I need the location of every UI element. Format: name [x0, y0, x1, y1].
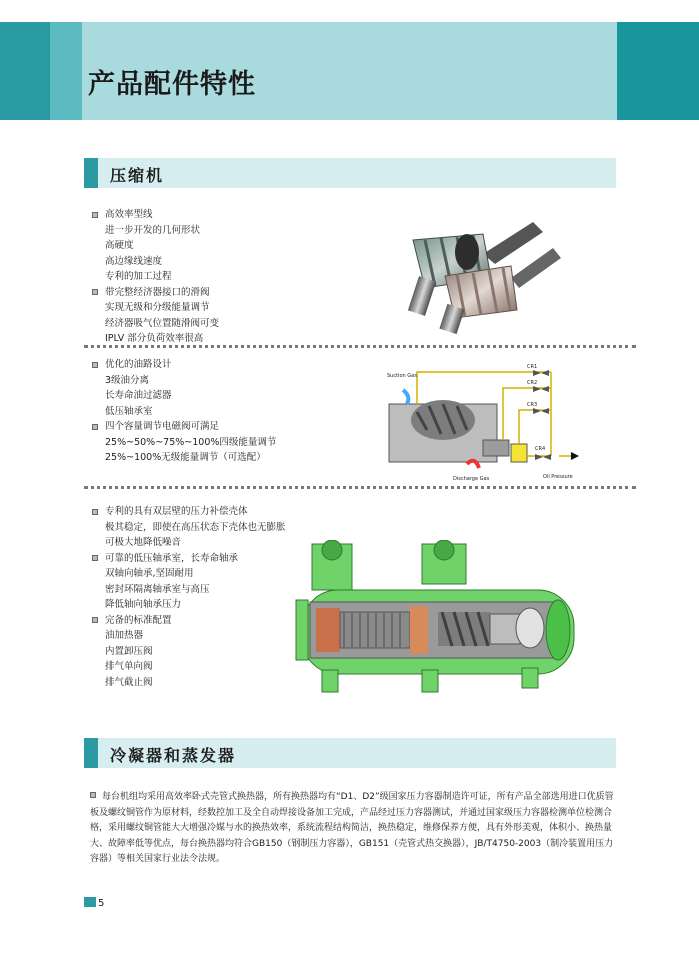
list-item-text: 经济器吸气位置随滑阀可变: [105, 317, 220, 329]
list-item-text: 进一步开发的几何形状: [105, 224, 201, 236]
list-item-text: IPLV 部分负荷效率很高: [105, 333, 204, 344]
list-item: [92, 388, 276, 404]
terminal-box: [322, 540, 342, 560]
section-title-compressor: 压缩机: [110, 166, 165, 185]
list-item: [92, 644, 286, 660]
list-item-text: 带完整经济器接口的滑阀: [105, 286, 210, 298]
list-item: [92, 435, 276, 451]
discharge-arrow: [467, 461, 479, 468]
feature-list-housing: [92, 504, 286, 690]
list-item: [92, 285, 219, 301]
list-item-text: 实现无级和分级能量调节: [105, 302, 210, 313]
list-item: [92, 613, 286, 629]
header-accent-left-light: [50, 22, 82, 120]
list-item: [92, 223, 219, 239]
page-marker: [84, 897, 96, 907]
page-number: [84, 897, 104, 909]
end-cover: [546, 600, 570, 660]
list-item-text: 25%~100%无级能量调节（可选配）: [105, 452, 266, 463]
list-item: [92, 675, 286, 691]
suction-gas-label: Suction Gas: [387, 373, 417, 379]
oil-separator: [516, 608, 544, 648]
header-accent-right: [617, 22, 699, 120]
page-header: [0, 22, 699, 120]
list-item: [92, 269, 219, 285]
section-bar-compressor: [84, 158, 616, 188]
page-title: 产品配件特性: [88, 69, 256, 100]
list-item: [92, 419, 276, 435]
list-item: [92, 316, 219, 332]
condenser-description: [90, 790, 616, 868]
list-item-text: 专利的加工过程: [105, 271, 172, 282]
oil-pressure-arrow: [571, 452, 579, 460]
list-item-text: 高边缘线速度: [105, 255, 163, 267]
list-item-text: 密封环隔离轴承室与高压: [105, 583, 210, 595]
list-item: [92, 238, 219, 254]
list-item: [92, 404, 276, 420]
list-item: [92, 357, 276, 373]
list-item: [92, 373, 276, 389]
list-item-text: 双轴向轴承,坚固耐用: [105, 568, 194, 579]
list-item-text: 长寿命油过滤器: [105, 390, 172, 401]
oil-pressure-label: Oil Pressure: [543, 474, 573, 480]
section-tab: [84, 738, 98, 768]
cylinder-yellow: [511, 444, 527, 462]
oil-circuit-diagram: [383, 360, 583, 482]
list-item: [92, 659, 286, 675]
bullet-square: [92, 555, 98, 561]
compressor-cutaway-image: [292, 540, 582, 698]
list-item-text: 极其稳定，即使在高压状态下壳体也无膨胀: [105, 521, 286, 533]
feature-list-oil: [92, 357, 276, 466]
list-item-text: 优化的油路设计: [105, 359, 172, 370]
list-item-text: 高效率型线: [105, 209, 153, 220]
female-shaft-end: [439, 304, 464, 334]
list-item-text: 高硬度: [105, 240, 134, 251]
suction-arrow: [403, 390, 408, 404]
list-item-text: 降低轴向轴承压力: [105, 599, 182, 610]
list-item: [92, 207, 219, 223]
section-title-condenser: 冷凝器和蒸发器: [110, 746, 237, 765]
cr2-label: CR2: [527, 380, 538, 386]
list-item-text: 25%~50%~75%~100%四级能量调节: [105, 436, 277, 448]
motor-stator-left: [316, 608, 340, 652]
list-item-text: 油加热器: [105, 630, 144, 641]
bullet-square: [92, 362, 98, 368]
bullet-square: [92, 424, 98, 430]
slide-valve-assembly: [490, 614, 520, 644]
cr4-label: CR4: [535, 446, 546, 452]
page-number-text: 5: [98, 898, 105, 909]
list-item-text: 内置卸压阀: [105, 645, 153, 657]
section-bar-condenser: [84, 738, 616, 768]
condenser-paragraph-text: 每台机组均采用高效率卧式壳管式换热器，所有换热器均有“D1、D2”级国家压力容器制造许可证，所有产品全部选用进口优质管板及螺纹铜管作为原材料，经数控加工及全自动焊接设备加工完成，产品经过压力容器测试，并通过国家级压力容器检测单位检测合格，采用螺纹铜管能大大增强冷媒与水的换热效率，系统流程结构简洁，换热稳定，维修保养方便，具有外形美观，体积小、换热量大、故障率低等优点，每台换热器均符合GB150（钢制压力容器），GB151（壳管式热交换器），JB/T4750-2003（制冷装置用压力容器）等相关国家行业法令法规。: [90, 792, 614, 865]
list-item: [92, 450, 276, 466]
discharge-gas-label: Discharge Gas: [453, 476, 490, 482]
slide-valve: [483, 440, 509, 456]
cr1-label: CR1: [527, 364, 538, 370]
list-item: [92, 300, 219, 316]
bullet-square: [90, 792, 96, 798]
list-item: [92, 504, 286, 520]
dotted-divider: [84, 486, 636, 489]
list-item-text: 排气截止阀: [105, 676, 153, 688]
list-item: [92, 582, 286, 598]
list-item: [92, 628, 286, 644]
list-item-text: 排气单向阀: [105, 661, 153, 672]
list-item-text: 四个容量调节电磁阀可满足: [105, 421, 220, 432]
dotted-divider: [84, 345, 636, 348]
cr3-label: CR3: [527, 402, 538, 408]
list-item: [92, 566, 286, 582]
discharge-valve: [434, 540, 454, 560]
list-item-text: 可靠的低压轴承室，长寿命轴承: [105, 552, 239, 564]
male-shaft-end: [408, 276, 436, 316]
screw-rotors-image: [383, 218, 561, 335]
bullet-square: [92, 617, 98, 623]
header-accent-left: [0, 22, 50, 120]
list-item: [92, 254, 219, 270]
motor-stator-right: [410, 606, 428, 654]
list-item: [92, 597, 286, 613]
list-item-text: 完备的标准配置: [105, 614, 172, 626]
list-item-text: 可极大地降低噪音: [105, 537, 182, 548]
list-item-text: 专利的具有双层壁的压力补偿壳体: [105, 506, 248, 517]
bullet-square: [92, 509, 98, 515]
list-item-text: 低压轴承室: [105, 405, 153, 417]
list-item: [92, 551, 286, 567]
bullet-square: [92, 212, 98, 218]
list-item-text: 3级油分离: [105, 374, 150, 386]
feature-list-rotors: [92, 207, 219, 347]
list-item: [92, 535, 286, 551]
bullet-square: [92, 289, 98, 295]
list-item: [92, 520, 286, 536]
section-tab: [84, 158, 98, 188]
